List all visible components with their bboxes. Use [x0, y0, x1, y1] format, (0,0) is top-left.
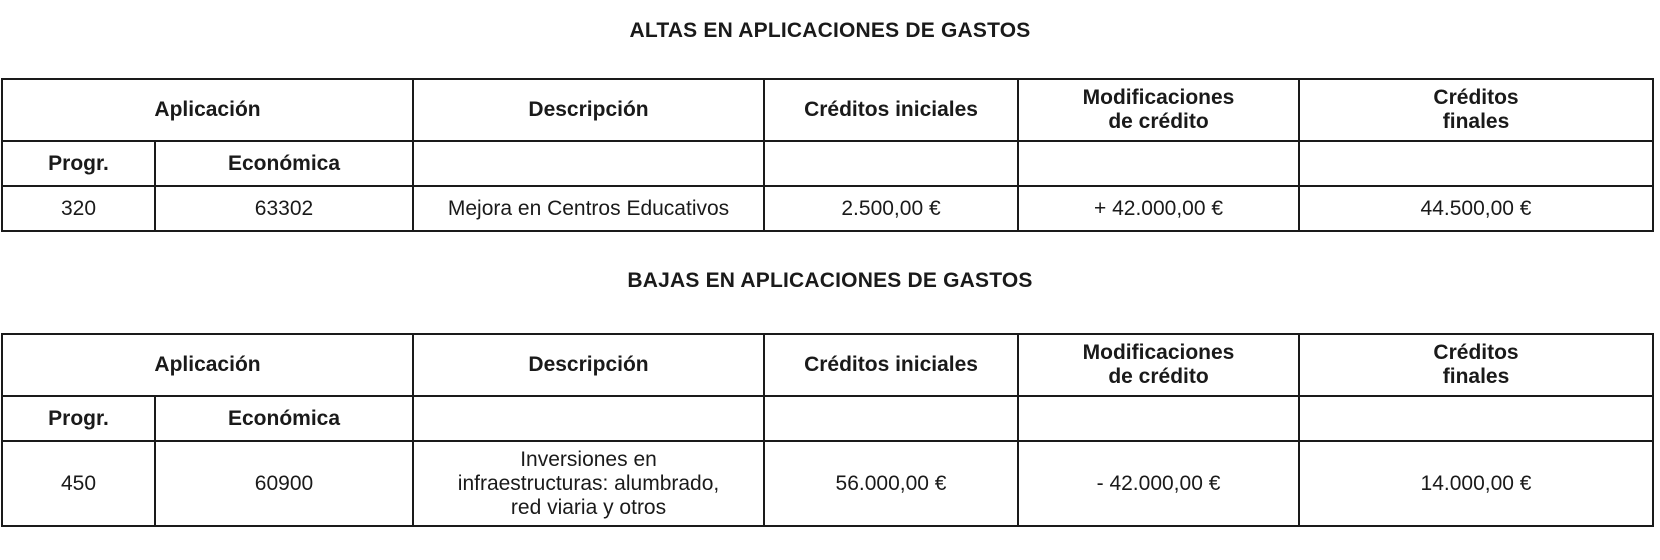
cell-modificaciones: + 42.000,00 €	[1018, 186, 1299, 231]
bajas-table	[1, 333, 1654, 527]
cell-creditos-finales: 14.000,00 €	[1299, 441, 1653, 526]
cell-descripcion-line: infraestructuras: alumbrado,	[457, 471, 720, 495]
cell-progr: 450	[2, 441, 155, 526]
altas-subheader-row	[2, 141, 1653, 186]
header-creditos-finales-line1: Créditos	[1433, 86, 1519, 109]
header-descripcion: Descripción	[413, 334, 764, 396]
empty-cell	[413, 141, 764, 186]
bajas-title: BAJAS EN APLICACIONES DE GASTOS	[627, 269, 1033, 292]
header-creditos-finales-line1: Créditos	[1433, 341, 1519, 364]
empty-cell	[1299, 141, 1653, 186]
header-economica: Económica	[155, 141, 413, 186]
cell-descripcion-line: Mejora en Centros Educativos	[447, 196, 730, 220]
header-modificaciones-line1: Modificaciones	[1082, 86, 1235, 109]
cell-economica: 60900	[155, 441, 413, 526]
cell-progr: 320	[2, 186, 155, 231]
header-modificaciones-line2: de crédito	[1108, 110, 1209, 133]
empty-cell	[1018, 141, 1299, 186]
header-progr: Progr.	[2, 141, 155, 186]
bajas-subheader-row	[2, 396, 1653, 441]
header-progr: Progr.	[2, 396, 155, 441]
header-creditos-iniciales: Créditos iniciales	[764, 334, 1018, 396]
header-creditos-finales-line2: finales	[1442, 365, 1510, 388]
empty-cell	[1299, 396, 1653, 441]
header-modificaciones	[1018, 334, 1299, 396]
table-row	[2, 441, 1653, 526]
header-creditos-iniciales: Créditos iniciales	[764, 79, 1018, 141]
table-row	[2, 186, 1653, 231]
header-creditos-finales	[1299, 334, 1653, 396]
cell-modificaciones: - 42.000,00 €	[1018, 441, 1299, 526]
bajas-header-row	[2, 334, 1653, 396]
empty-cell	[413, 396, 764, 441]
header-modificaciones-line2: de crédito	[1108, 365, 1209, 388]
empty-cell	[764, 396, 1018, 441]
header-creditos-finales-line2: finales	[1442, 110, 1510, 133]
altas-header-row	[2, 79, 1653, 141]
header-economica: Económica	[155, 396, 413, 441]
cell-descripcion	[413, 186, 764, 231]
cell-creditos-finales: 44.500,00 €	[1299, 186, 1653, 231]
header-descripcion: Descripción	[413, 79, 764, 141]
header-modificaciones	[1018, 79, 1299, 141]
empty-cell	[1018, 396, 1299, 441]
header-creditos-finales	[1299, 79, 1653, 141]
cell-descripcion-line: red viaria y otros	[510, 495, 667, 519]
altas-table	[1, 78, 1654, 232]
cell-descripcion	[413, 441, 764, 526]
altas-title: ALTAS EN APLICACIONES DE GASTOS	[629, 19, 1031, 42]
empty-cell	[764, 141, 1018, 186]
header-aplicacion: Aplicación	[2, 334, 413, 396]
cell-creditos-iniciales: 56.000,00 €	[764, 441, 1018, 526]
cell-descripcion-line: Inversiones en	[520, 447, 657, 471]
cell-creditos-iniciales: 2.500,00 €	[764, 186, 1018, 231]
header-modificaciones-line1: Modificaciones	[1082, 341, 1235, 364]
header-aplicacion: Aplicación	[2, 79, 413, 141]
cell-economica: 63302	[155, 186, 413, 231]
